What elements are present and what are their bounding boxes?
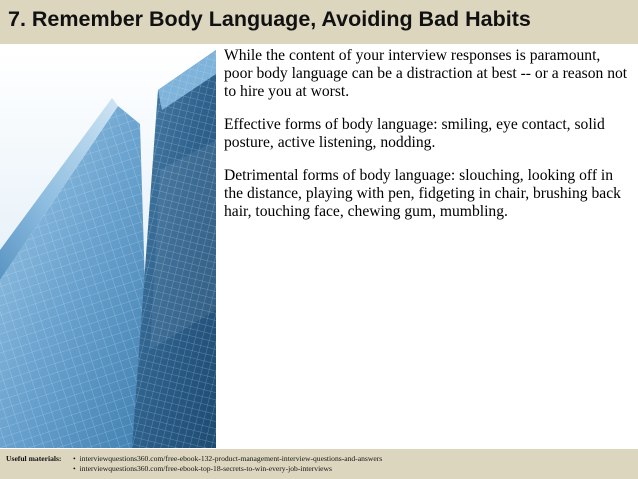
- building-photo: [0, 50, 216, 448]
- paragraph-intro: While the content of your interview responses is paramount, poor body language can be a distraction at best -- or a reason not to hire you at worst.: [224, 47, 628, 100]
- footer-link-item: [73, 464, 382, 474]
- footer-label: Useful materials:: [6, 454, 62, 463]
- footer-link-ebook-132[interactable]: interviewquestions360.com/free-ebook-132-product-management-interview-questions-and-answers: [79, 454, 383, 463]
- footer-link-ebook-top-18[interactable]: interviewquestions360.com/free-ebook-top-18-secrets-to-win-every-job-interviews: [79, 464, 332, 473]
- paragraph-effective: Effective forms of body language: smiling, eye contact, solid posture, active listening, nodding.: [224, 116, 605, 151]
- bullet: •: [73, 454, 76, 463]
- paragraph-detrimental: Detrimental forms of body language: slouching, looking off in the distance, playing with pen, fidgeting in chair, brushing back hair, touching face, chewing gum, mumbling.: [224, 167, 621, 220]
- footer-link-item: [73, 454, 382, 464]
- bullet: •: [73, 464, 76, 473]
- slide-title: 7. Remember Body Language, Avoiding Bad Habits: [8, 7, 531, 31]
- content-column: [224, 47, 632, 236]
- footer-links: [73, 454, 382, 474]
- title-bar: [0, 0, 638, 44]
- footer: [0, 449, 638, 479]
